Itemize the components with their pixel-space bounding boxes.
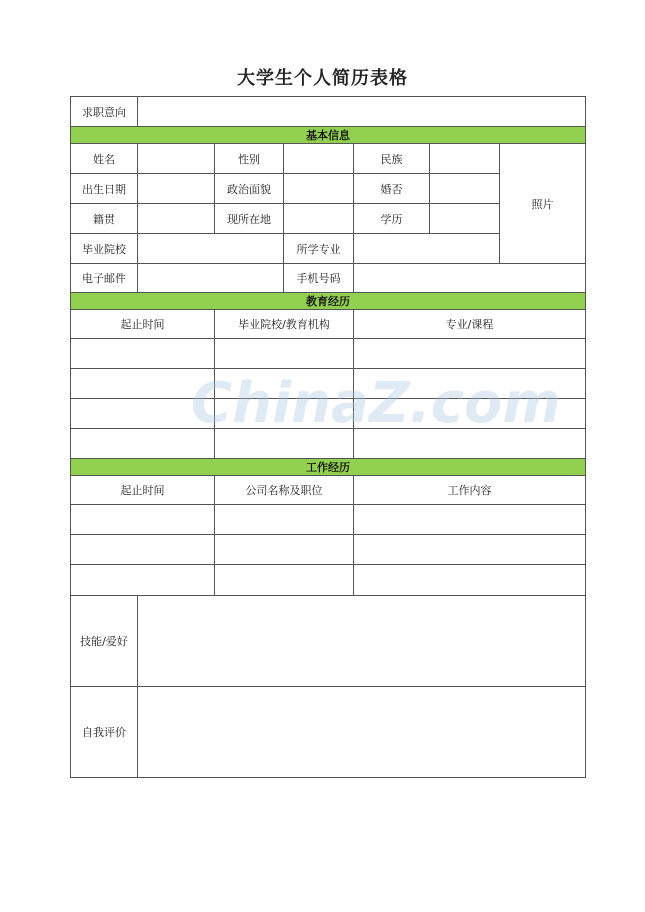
phone-value[interactable] (354, 264, 586, 293)
self-evaluation-label: 自我评价 (71, 687, 138, 778)
ethnicity-label: 民族 (354, 144, 430, 174)
skills-row (71, 596, 586, 687)
political-status-label: 政治面貌 (215, 174, 284, 204)
photo-cell[interactable]: 照片 (500, 144, 586, 264)
skills-label: 技能/爱好 (71, 596, 138, 687)
basic-info-header-row (71, 127, 586, 144)
education-col-major: 专业/课程 (354, 310, 586, 339)
work-header-row (71, 459, 586, 476)
table-row (71, 429, 586, 459)
table-row (71, 535, 586, 565)
table-row (71, 339, 586, 369)
marital-status-value[interactable] (430, 174, 500, 204)
current-location-value[interactable] (284, 204, 354, 234)
education-major-cell[interactable] (354, 399, 586, 429)
education-header-row (71, 293, 586, 310)
self-evaluation-row (71, 687, 586, 778)
work-content-cell[interactable] (354, 505, 586, 535)
education-major-cell[interactable] (354, 369, 586, 399)
work-col-content: 工作内容 (354, 476, 586, 505)
education-header: 教育经历 (71, 293, 586, 310)
marital-status-label: 婚否 (354, 174, 430, 204)
education-major-cell[interactable] (354, 429, 586, 459)
skills-value[interactable] (138, 596, 586, 687)
ethnicity-value[interactable] (430, 144, 500, 174)
job-intent-row (71, 97, 586, 127)
education-major-cell[interactable] (354, 339, 586, 369)
watermark-text: ChinaZ.com (191, 371, 561, 436)
gender-label: 性别 (215, 144, 284, 174)
education-school-cell[interactable] (215, 339, 354, 369)
email-label: 电子邮件 (71, 264, 138, 293)
work-period-cell[interactable] (71, 565, 215, 596)
basic-info-header: 基本信息 (71, 127, 586, 144)
job-intent-label: 求职意向 (71, 97, 138, 127)
table-row (71, 369, 586, 399)
education-period-cell[interactable] (71, 429, 215, 459)
education-level-value[interactable] (430, 204, 500, 234)
work-header: 工作经历 (71, 459, 586, 476)
work-column-row (71, 476, 586, 505)
political-status-value[interactable] (284, 174, 354, 204)
gender-value[interactable] (284, 144, 354, 174)
basic-row-1 (71, 144, 586, 174)
education-school-cell[interactable] (215, 399, 354, 429)
graduate-school-value[interactable] (138, 234, 284, 264)
basic-row-5 (71, 264, 586, 293)
education-school-cell[interactable] (215, 429, 354, 459)
work-col-period: 起止时间 (71, 476, 215, 505)
table-row (71, 505, 586, 535)
current-location-label: 现所在地 (215, 204, 284, 234)
education-col-school: 毕业院校/教育机构 (215, 310, 354, 339)
self-evaluation-value[interactable] (138, 687, 586, 778)
graduate-school-label: 毕业院校 (71, 234, 138, 264)
work-content-cell[interactable] (354, 565, 586, 596)
birth-date-value[interactable] (138, 174, 215, 204)
education-period-cell[interactable] (71, 399, 215, 429)
resume-table (70, 96, 586, 778)
work-content-cell[interactable] (354, 535, 586, 565)
education-col-period: 起止时间 (71, 310, 215, 339)
work-period-cell[interactable] (71, 505, 215, 535)
education-column-row (71, 310, 586, 339)
work-company-cell[interactable] (215, 565, 354, 596)
table-row (71, 565, 586, 596)
work-company-cell[interactable] (215, 535, 354, 565)
phone-label: 手机号码 (284, 264, 354, 293)
education-period-cell[interactable] (71, 369, 215, 399)
name-label: 姓名 (71, 144, 138, 174)
table-row (71, 399, 586, 429)
work-period-cell[interactable] (71, 535, 215, 565)
major-label: 所学专业 (284, 234, 354, 264)
work-col-company: 公司名称及职位 (215, 476, 354, 505)
education-level-label: 学历 (354, 204, 430, 234)
education-period-cell[interactable] (71, 339, 215, 369)
email-value[interactable] (138, 264, 284, 293)
page-title: 大学生个人简历表格 (237, 68, 408, 89)
education-school-cell[interactable] (215, 369, 354, 399)
work-company-cell[interactable] (215, 505, 354, 535)
name-value[interactable] (138, 144, 215, 174)
job-intent-value[interactable] (138, 97, 586, 127)
birth-date-label: 出生日期 (71, 174, 138, 204)
native-place-value[interactable] (138, 204, 215, 234)
native-place-label: 籍贯 (71, 204, 138, 234)
major-value[interactable] (354, 234, 500, 264)
